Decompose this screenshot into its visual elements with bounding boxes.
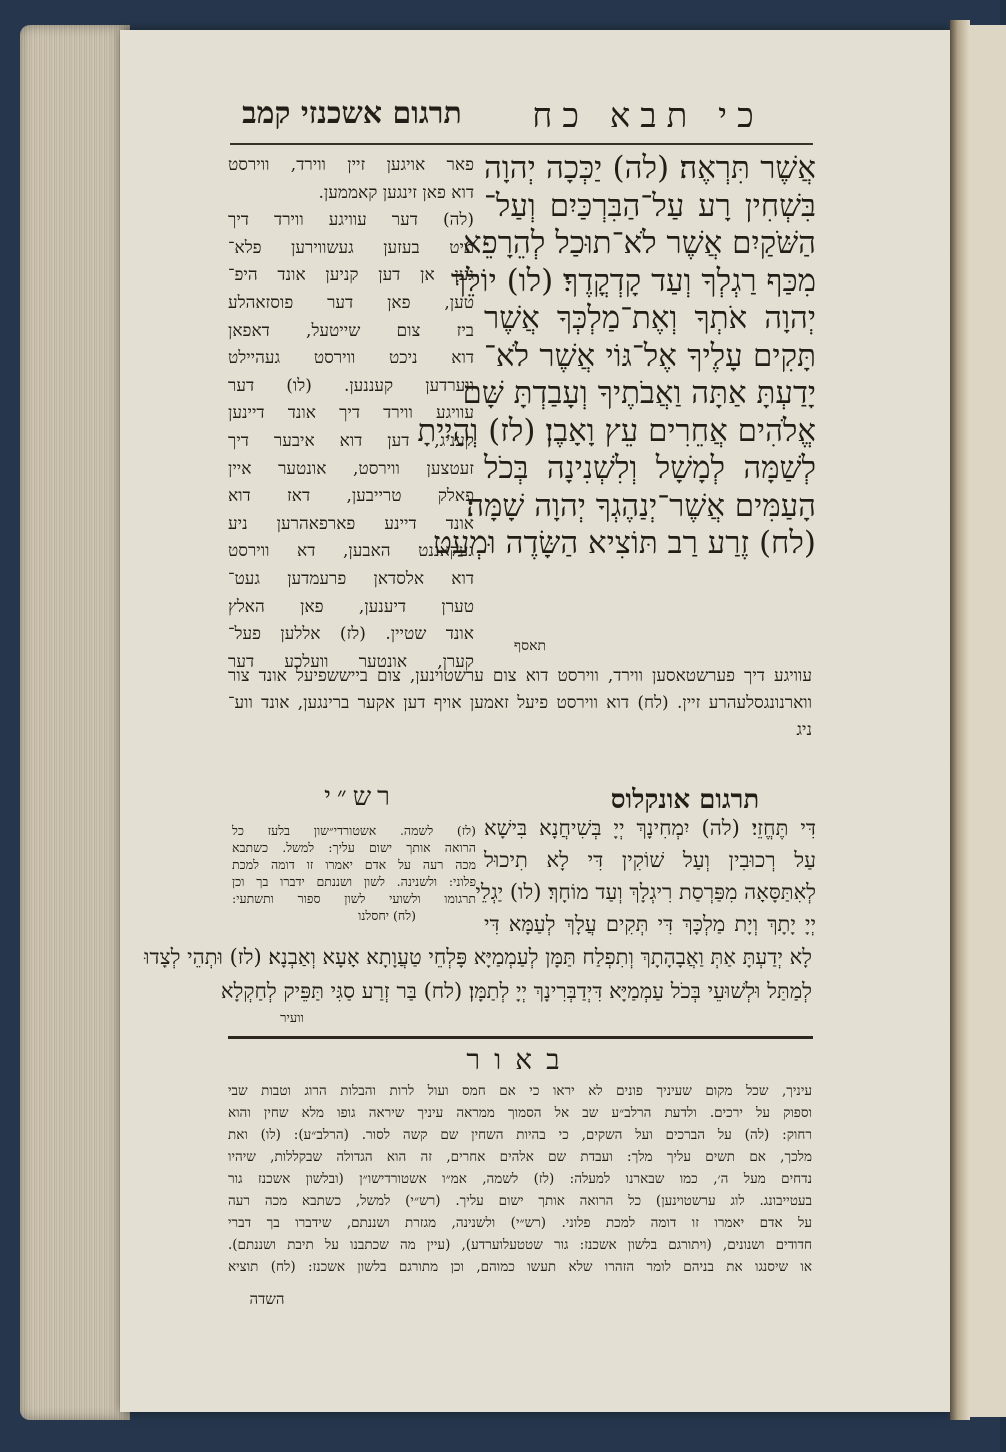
translation-catchword: ניג [796, 720, 812, 740]
onkelos-column [475, 812, 816, 942]
translation-line: קעניג, דען דוא איבער דיך [228, 430, 474, 451]
hebrew-line: אֱלֹהִים אֲחֵרִים עֵץ וָאָבֶן׃ (לז) וְהָיִיתָ [417, 412, 816, 449]
translation-line: דוא פאן זינגען קאממען. [318, 182, 474, 203]
translation-line: (לה) דער עוויגע ווירד דיך [228, 210, 474, 231]
onkelos-wide [144, 940, 812, 1015]
biur-commentary [228, 1080, 812, 1310]
hebrew-line: יְהוָה אֹתְךָ וְאֶת־מַלְכְּךָ אֲשֶׁר [484, 300, 816, 336]
rashi-heading: רש״י [324, 782, 396, 812]
translation-line: ביז צום שייטעל, דאפאן [228, 320, 474, 341]
translation-line: אונד שטיין. (לז) אללען פעל־ [228, 624, 474, 645]
translation-line: פאלק טרייבען, דאז דוא [228, 486, 474, 507]
translation-line: גען אן דען קניען אונד היפ־ [228, 265, 474, 286]
translation-line: עוויגע דיך פערשטאסען ווירד, ווירסט דוא צום ערשטוינען, צום בייששפיעל אונד צור [228, 666, 812, 686]
onkelos-line: לְאִתַּסָּאָה מִפַּרְסַת רִיגְלָךְ וְעַד מוֹחָךְ׃ (לו) יַגְלֵי [475, 880, 816, 904]
translation-line: מיט בעזען געשווירען פלא־ [228, 237, 474, 258]
translation-line: טערן דיענען, פאן האלץ [228, 596, 474, 617]
biur-catchword: השדה [249, 1290, 285, 1308]
hebrew-line: הַשֹּׁקַיִם אֲשֶׁר לֹא־תוּכַל לְהֵרָפֵא [462, 225, 816, 261]
biur-line: חדודים ושנונים, (ויתורגם בלשון אשכנז: גור שטטעלוערדע), (עיין מה שכתבנו על תיבת ושננתם). [228, 1237, 812, 1253]
hebrew-torah-text [417, 150, 816, 650]
header-rule [230, 143, 813, 145]
onkelos-line: עַל רְכוּבִין וְעַל שׁוֹקִין דִּי לָא תִיכוּל [484, 848, 816, 872]
rashi-line: מכה רעה על אדם יאמרו זו דומה למכת [232, 857, 476, 872]
biur-heading: באור [466, 1043, 574, 1076]
rashi-column [232, 822, 476, 932]
running-head-parasha: כי תבא כח [532, 96, 764, 136]
hebrew-line: לְשַׁמָּה לְמָשָׁל וְלִשְׁנִינָה בְּכֹל [484, 450, 816, 486]
translation-line: דוא אלסדאן פרעמדען געט־ [228, 568, 474, 589]
translation-line: דוא ניכט ווירסט געהיילט [228, 348, 474, 369]
translation-line: פאר אויגען זיין ווירד, ווירסט [228, 155, 474, 175]
rashi-line: (לח) יחסלנו [358, 908, 416, 923]
biur-line: או שיסנגו את בניהם לומר הזהרו שלא תעשו כמוהם, וכן מתורגם בלשון אשכנז: (לח) תוציא [228, 1259, 812, 1275]
biur-line: עיניך, שכל מקום שעיניך פונים לא יראו כי אם חמס ועול לרות והבלות הרוג וטבות שבי [228, 1083, 812, 1099]
hebrew-line: אֲשֶׁר תִּרְאֶה׃ (לה) יַכְּכָה יְהוָה [484, 150, 816, 186]
translation-line: טען, פאן דער פוסזאהלע [228, 292, 474, 313]
rashi-line: פלוני: ולשנינה. לשון ושננתם ידברו בך וכן [232, 874, 476, 889]
rashi-line: תרגומו ולשועי לשון ספור ותשתעי: [232, 891, 476, 906]
rashi-line: (לז) לשמה. אשטורדי״שון בלעז כל [232, 823, 476, 838]
translation-line: אונד דיינע פארפאהרען ניע [228, 513, 474, 534]
hebrew-line: תָּקִים עָלֶיךָ אֶל־גּוֹי אֲשֶׁר לֹא־ [484, 337, 816, 374]
translation-line: קערן, אונטער וועלכע דער [228, 651, 474, 672]
hebrew-catchword: תאסף [513, 638, 547, 654]
biur-line: מלכך, אם תשים עליך מלך: ועבדת שם אלהים אחרים, זה הוא הגדולה שבקללות, שיהיו [228, 1149, 812, 1165]
biur-line: נדחים מעל ה׳, כמו שבארנו למעלה: (לז) לשמה, אמ״ו אשטורדישו״ן (ובלשון אשכנז גור [228, 1171, 812, 1187]
section-rule [228, 1036, 813, 1039]
translation-line: עוויגע ווירד דיך אונד דיינען [228, 403, 474, 424]
onkelos-line: לְמַתַּל וּלְשׁוּעֵי בְּכֹל עַמְמַיָּא דִּיְדַבְּרִינָךְ יְיָ לְתַמָּן׃ (לח) בַּר זְרַע סַגִּי תַּפֵּיק לְחַקְלָא [220, 979, 812, 1003]
translation-line: ווארנונגסלעהרע זיין. (לח) דוא ווירסט פיעל זאמען אויף דען אקער ברינגען, אונד ווע־ [228, 693, 812, 713]
onkelos-line: לָא יְדַעְתָּ אַתְּ וַאֲבָהָתָךְ וְתִפְלַח תַּמָּן לְעַמְמַיָּא פָּלְחֵי טַעֲוָתָא אָעָא וְאַבְנָא׃ (לז) וּתְהֵי לְצָדוּ [144, 945, 812, 969]
hebrew-line: הָעַמִּים אֲשֶׁר־יְנַהֶגְךָ יְהוָה שָׁמָּה׃ [466, 487, 816, 524]
rashi-catchword: וועיר [280, 1011, 304, 1026]
translation-line: זעטצען ווירסט, אונטער איין [228, 458, 474, 479]
running-head-translation: תרגום אשכנזי קמב [242, 96, 462, 131]
translation-line: געקאננט האבען, דא ווירסט [228, 541, 474, 562]
biur-line: וספוק על ירכים. ולדעת הרלב״ע שב אל הסמוך ממראה עיניך שיראה גופו מלא שחין והוא [228, 1105, 812, 1121]
onkelos-line: דִּי תֶּחֱזֵי׃ (לה) יִמְחִינָךְ יְיָ בְּשִׁיחֲנָא בִּישָׁא [484, 816, 816, 840]
biur-line: בעטייבונג. לוג ערשטוינען) כל הרואה אותך ישום עליך. (רש״י) למשל, כשתבא מכה רעה [228, 1193, 812, 1209]
hebrew-line: (לח) זֶרַע רַב תּוֹצִיא הַשָּׂדֶה וּמְעַט [433, 525, 816, 561]
german-translation-wide [228, 663, 812, 753]
hebrew-line: מִכַּף רַגְלְךָ וְעַד קָדְקֳדֶךָ׃ (לו) יוֹלֵךְ [450, 262, 816, 299]
biur-line: רחוק: (לה) על הברכים ועל השקים, כי בהיות השחין שם קשה לסור. (הרלב״ע): (לו) ואת [228, 1127, 812, 1143]
biur-line: על אדם יאמרו זו דומה למכת פלוני. (רש״י) ולשנינה, מגזרת ושננתם, שידברו בך דברי [228, 1215, 812, 1231]
hebrew-line: בִּשְׁחִין רָע עַל־הַבִּרְכַּיִם וְעַל־ [484, 187, 816, 224]
onkelos-line: יְיָ יָתָךְ וְיָת מַלְכָּךְ דִּי תְּקִים עֲלָךְ לְעַמָּא דִּי [484, 912, 816, 936]
german-translation-column [228, 152, 474, 672]
onkelos-heading: תרגום אונקלוס [610, 785, 760, 815]
hebrew-line: יָדַעְתָּ אַתָּה וַאֲבֹתֶיךָ וְעָבַדְתָּ שָּׁם [462, 375, 816, 411]
translation-line: ווערדען קעננען. (לו) דער [228, 375, 474, 396]
rashi-line: הרואה אותך ישום עליך: למשל. כשתבא [232, 840, 476, 855]
